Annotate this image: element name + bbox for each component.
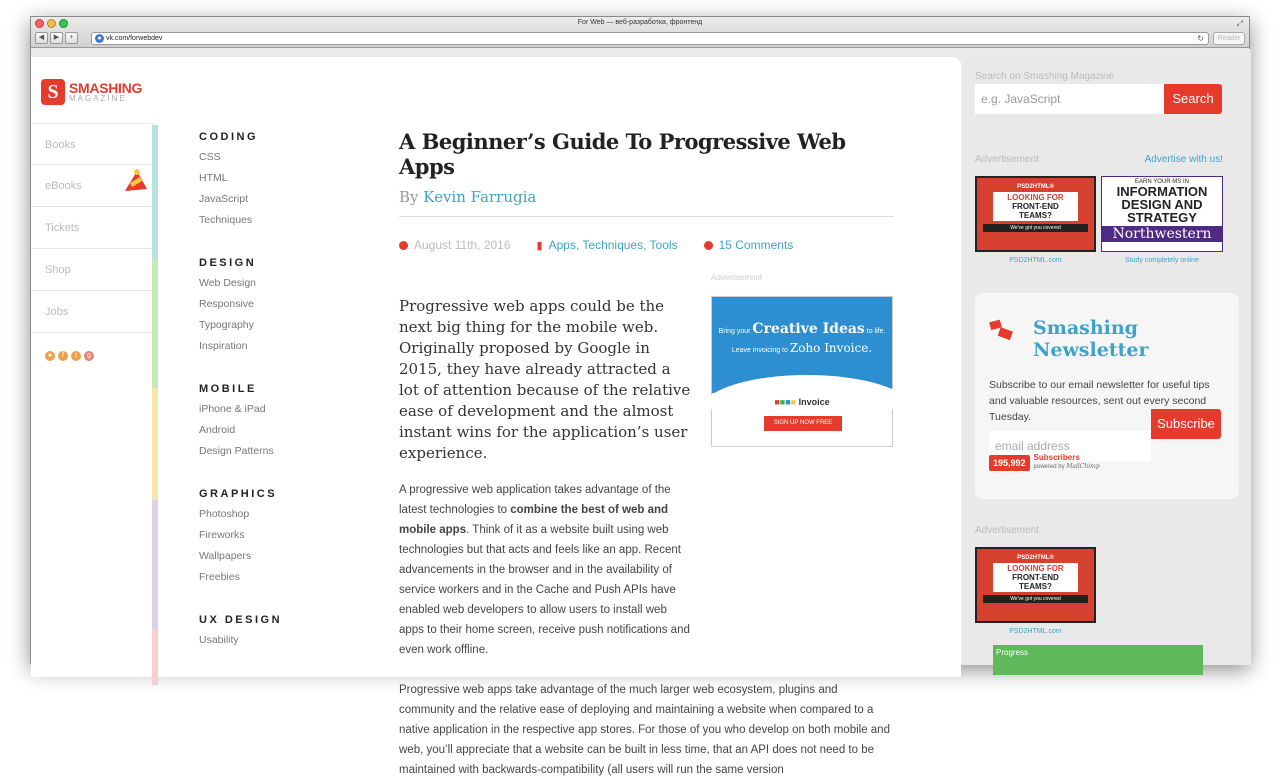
comments-link[interactable]: 15 Comments — [718, 238, 794, 252]
article-comments — [704, 238, 794, 252]
category-link[interactable]: Design Patterns — [199, 445, 274, 457]
northwestern-ad[interactable] — [1101, 176, 1223, 252]
search-button[interactable]: Search — [1164, 84, 1222, 114]
p1-bold: combine the best of web and mobile apps — [399, 504, 669, 536]
ad-line1a: Bring your — [718, 328, 751, 335]
psd2-l1: LOOKING FOR — [1007, 564, 1064, 573]
category-link[interactable]: Typography — [199, 319, 254, 331]
ad-line1b: Creative Ideas — [752, 321, 865, 337]
window-title: For Web — веб-разработка, фронтенд — [577, 19, 703, 26]
nav-shop[interactable]: Shop — [31, 249, 156, 291]
psd-sub: We've got you covered — [983, 224, 1088, 232]
nav-tickets[interactable]: Tickets — [31, 207, 156, 249]
forward-button[interactable]: ▶ — [50, 32, 63, 44]
date-text: August 11th, 2016 — [414, 238, 511, 252]
zoho-brand-text: Invoice — [798, 397, 830, 407]
psd2-sub: We've got you covered — [983, 595, 1088, 603]
category-menu — [199, 131, 359, 677]
category-color-strip — [152, 125, 158, 685]
category-heading[interactable]: MOBILE — [199, 383, 257, 395]
category-link[interactable]: Techniques — [199, 214, 253, 226]
p1-text-b: . Think of it as a website built using web technologies but that acts and feels like an app. Recent advancements in the browser and in the availability of service workers and in the Cache and Push APIs have enabled web developers to allow users to install web apps to their home screen, receive push notifications and even work offline. — [399, 524, 690, 656]
category-mobile — [199, 383, 359, 462]
category-heading[interactable]: GRAPHICS — [199, 488, 278, 500]
psd2-l3: TEAMS? — [1019, 582, 1052, 591]
main-content-card — [31, 57, 961, 776]
category-link[interactable]: Wallpapers — [199, 550, 252, 562]
site-logo[interactable] — [41, 79, 142, 105]
ad-header — [975, 154, 1223, 165]
nw-l2: DESIGN AND — [1121, 197, 1203, 212]
zoho-ad-banner[interactable] — [711, 296, 893, 447]
category-link[interactable]: Photoshop — [199, 508, 250, 520]
category-heading[interactable]: CODING — [199, 131, 258, 143]
nw-top: EARN YOUR MS IN — [1135, 179, 1189, 185]
nav-jobs[interactable]: Jobs — [31, 291, 156, 333]
social-links — [45, 351, 94, 361]
subscribe-button[interactable]: Subscribe — [1151, 409, 1221, 439]
category-link[interactable]: CSS — [199, 151, 221, 163]
new-tab-button[interactable]: + — [65, 32, 78, 44]
category-link[interactable]: Web Design — [199, 277, 257, 289]
article-tags — [537, 238, 678, 252]
psd-l2: FRONT-END — [1012, 202, 1059, 211]
logo-sub: MAGAZINE — [69, 93, 127, 103]
category-link[interactable]: Responsive — [199, 298, 254, 310]
ad-line2a: Leave invoicing to — [731, 347, 788, 354]
psd2-caption[interactable]: PSD2HTML.com — [1009, 628, 1062, 635]
psd-caption[interactable]: PSD2HTML.com — [1009, 257, 1062, 264]
psd-l3: TEAMS? — [1019, 211, 1052, 220]
category-link[interactable]: Fireworks — [199, 529, 245, 541]
category-heading[interactable]: DESIGN — [199, 257, 257, 269]
url-text: vk.com/forwebdev — [106, 35, 163, 42]
author-link[interactable]: Kevin Farrugia — [423, 188, 537, 206]
category-link[interactable]: Inspiration — [199, 340, 248, 352]
newsletter-box — [975, 293, 1239, 499]
progress-ad[interactable] — [993, 645, 1203, 675]
address-bar[interactable] — [91, 32, 1209, 45]
logo-mark: S — [41, 79, 65, 105]
search-input[interactable]: e.g. JavaScript — [975, 84, 1165, 114]
globe-icon: ● — [95, 34, 104, 43]
ad2-label: Advertisement — [975, 525, 1039, 536]
psd-l1: LOOKING FOR — [1007, 193, 1064, 202]
category-coding — [199, 131, 359, 231]
nav-ebooks-label: eBooks — [45, 180, 82, 192]
newsletter-title: Smashing Newsletter — [1033, 317, 1149, 361]
page-viewport — [31, 49, 1251, 776]
search-label: Search on Smashing Magazine — [975, 71, 1114, 82]
category-link[interactable]: Freebies — [199, 571, 240, 583]
email-input[interactable]: email address — [989, 431, 1151, 461]
category-link[interactable]: Android — [199, 424, 236, 436]
left-nav — [31, 123, 156, 333]
article-body — [399, 480, 894, 780]
category-graphics — [199, 488, 359, 588]
category-link[interactable]: iPhone & iPad — [199, 403, 266, 415]
subscriber-number: 195,992 — [989, 455, 1030, 471]
bookmark-icon: ▮ — [536, 239, 543, 252]
ad-line1c: to life. — [866, 328, 886, 335]
category-heading[interactable]: UX DESIGN — [199, 614, 283, 626]
nav-books[interactable]: Books — [31, 123, 156, 165]
category-link[interactable]: Usability — [199, 634, 239, 646]
category-link[interactable]: HTML — [199, 172, 228, 184]
category-link[interactable]: JavaScript — [199, 193, 249, 205]
logo-name: SMASHING — [69, 79, 143, 96]
reload-icon[interactable]: ↻ — [1197, 34, 1204, 43]
browser-window — [30, 16, 1250, 776]
article-date — [399, 238, 511, 252]
paragraph-1 — [399, 480, 694, 660]
ad-signup-button[interactable]: SIGN UP NOW FREE — [764, 416, 842, 431]
facebook-icon[interactable]: f — [58, 351, 68, 361]
psd2-brand: PSD2HTML® — [1017, 555, 1054, 561]
powered-by: powered by — [1033, 464, 1065, 470]
party-hat-icon — [121, 169, 151, 195]
title-bar — [31, 17, 1249, 48]
ad-label: Advertisement — [711, 273, 763, 282]
nw-brand: Northwestern — [1102, 226, 1222, 242]
article-meta — [399, 238, 894, 252]
article-title[interactable]: A Beginner’s Guide To Progressive Web Apps — [399, 129, 846, 179]
article — [399, 129, 894, 780]
psd2html-ad-2[interactable] — [975, 547, 1096, 623]
nw-caption[interactable]: Study completely online — [1125, 257, 1199, 264]
advertise-link[interactable]: Advertise with us! — [1144, 154, 1223, 165]
back-button[interactable]: ◀ — [35, 32, 48, 44]
nav-ebooks[interactable] — [31, 165, 156, 207]
clock-icon — [399, 241, 408, 250]
rss-icon[interactable]: ● — [45, 351, 55, 361]
envelope-icon — [989, 319, 1015, 341]
psd-brand: PSD2HTML® — [1017, 184, 1054, 190]
nav-buttons — [35, 32, 78, 44]
reader-button[interactable]: Reader — [1213, 32, 1245, 45]
paragraph-2: Progressive web apps take advantage of the much larger web ecosystem, plugins and community and the relative ease of deploying and maintaining a website when compared to a native application in the respective app stores. For those of you who develop on both mobile and web, you’ll appreciate that a website can be built in less time, that an API does not need to be maintained with backwards-compatibility (all users will run the same version — [399, 684, 890, 776]
tags-link[interactable]: Apps, Techniques, Tools — [548, 238, 678, 252]
psd2-l2: FRONT-END — [1012, 573, 1059, 582]
byline — [399, 188, 894, 217]
psd2html-ad[interactable] — [975, 176, 1096, 252]
comment-icon — [704, 241, 713, 250]
twitter-icon[interactable]: t — [71, 351, 81, 361]
nw-l3: STRATEGY — [1127, 210, 1197, 225]
category-ux-design — [199, 614, 359, 651]
byline-prefix: By — [399, 188, 419, 206]
fullscreen-icon[interactable]: ⤢ — [1236, 19, 1243, 28]
google-plus-icon[interactable]: g — [84, 351, 94, 361]
ad-label: Advertisement — [975, 154, 1039, 165]
category-design — [199, 257, 359, 357]
nw-l1: INFORMATION — [1116, 184, 1208, 199]
subscriber-count — [989, 453, 1100, 472]
progress-logo: Progress — [996, 648, 1029, 657]
inline-ad — [711, 273, 895, 447]
newsletter-text: Subscribe to our email newsletter for useful tips and valuable resources, sent out every second Tuesday. — [989, 379, 1210, 423]
ad-line2b: Zoho Invoice. — [789, 341, 873, 355]
p1-text-a: A progressive web application takes advantage of the latest technologies to — [399, 484, 671, 516]
subscribers-label: Subscribers — [1033, 453, 1080, 462]
article-lead: Progressive web apps could be the next big thing for the mobile web. Originally proposed by Google in 2015, they have already attracted a lot of attention because of the relative ease of development and the almost instant wins for the application’s user experience. — [399, 297, 691, 462]
zoho-brand: ■■■■ Invoice — [774, 397, 830, 407]
mailchimp-logo: MailChimp — [1066, 463, 1100, 470]
